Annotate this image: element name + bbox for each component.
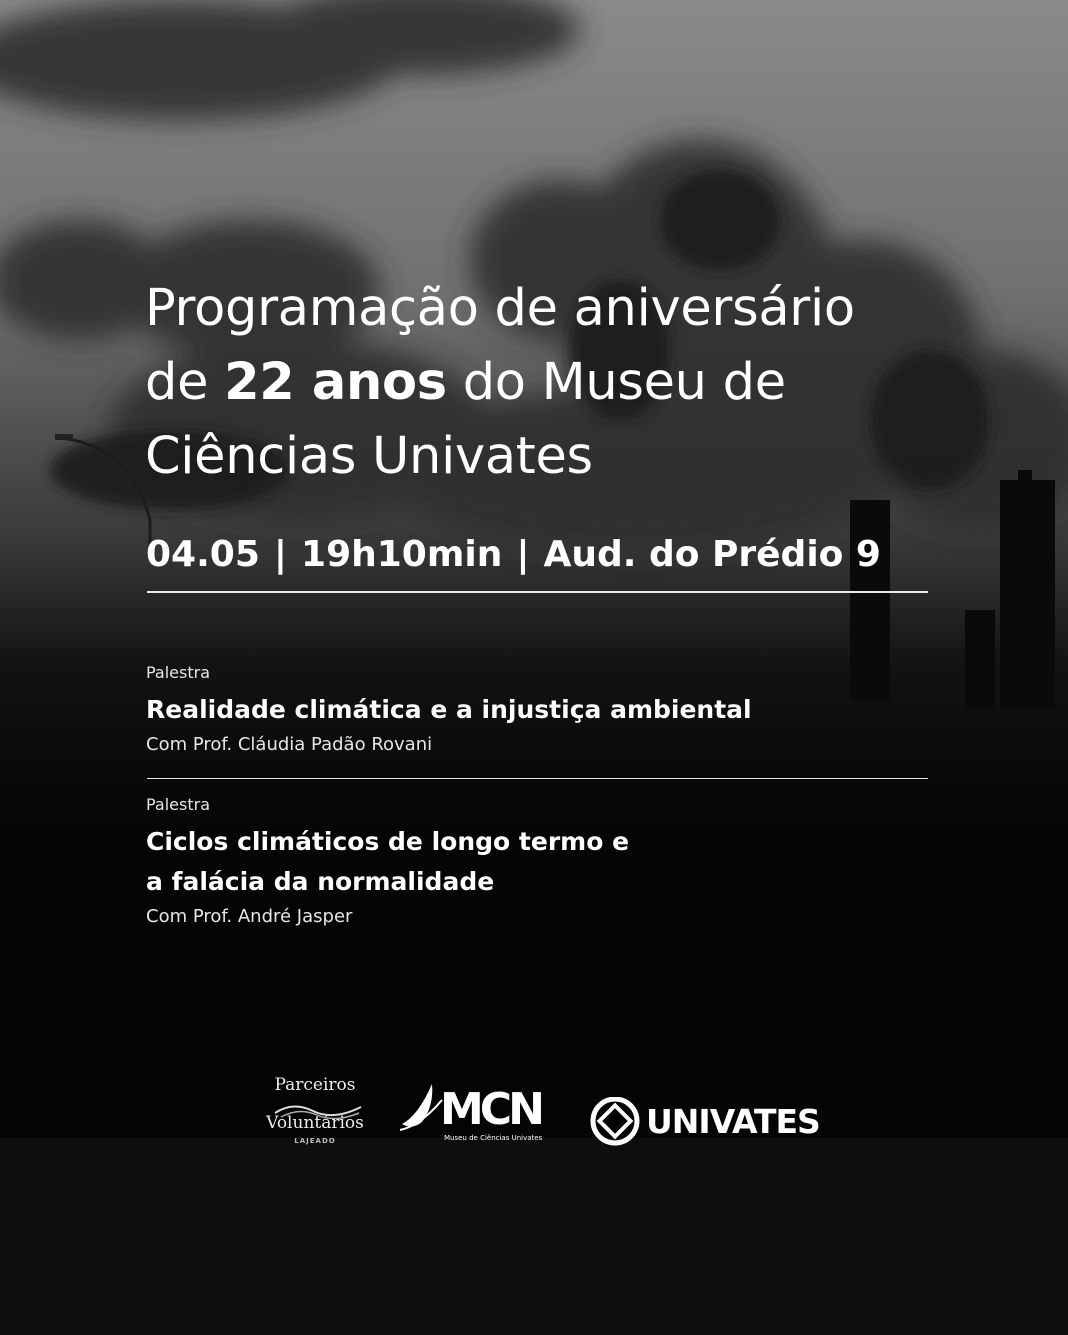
talk-kind: Palestra [146, 795, 211, 814]
logo-text: Voluntários [266, 1113, 364, 1133]
talk-1 [146, 662, 946, 758]
logo-text: LAJEADO [294, 1137, 336, 1145]
talk-kind: Palestra [146, 663, 211, 682]
title-line-3: Ciências Univates [145, 427, 593, 486]
title-line-1: Programação de aniversário [145, 279, 855, 338]
event-time: 19h10min [301, 534, 503, 575]
title-highlight: 22 anos [224, 353, 447, 412]
title-line-2 [145, 346, 965, 420]
talk-title-line: a falácia da normalidade [146, 867, 495, 896]
feather-icon [398, 1080, 446, 1140]
logo-text: Parceiros [274, 1075, 356, 1095]
univates-logo [590, 1097, 820, 1147]
divider [147, 591, 928, 593]
title-line-2-post: do Museu de [446, 353, 786, 412]
univates-emblem-icon [590, 1097, 640, 1147]
parceiros-voluntarios-logo [255, 1075, 375, 1170]
mcn-logo [398, 1078, 558, 1148]
talk-speaker: Com Prof. Cláudia Padão Rovani [146, 734, 433, 755]
event-date: 04.05 [146, 534, 260, 575]
mcn-wordmark: MCN [440, 1084, 541, 1135]
poster-title [145, 272, 965, 494]
event-place: Aud. do Prédio 9 [543, 534, 881, 575]
univates-wordmark: UNIVATES [646, 1102, 820, 1141]
mcn-subtitle: Museu de Ciências Univates [444, 1134, 543, 1142]
talk-title-line: Ciclos climáticos de longo termo e [146, 827, 630, 856]
separator: | [273, 534, 288, 575]
wave-icon [273, 1101, 363, 1119]
talk-speaker: Com Prof. André Jasper [146, 906, 353, 927]
talk-title [146, 822, 946, 902]
title-line-2-pre: de [145, 353, 225, 412]
talk-title: Realidade climática e a injustiça ambiental [146, 695, 752, 724]
event-details [146, 530, 946, 580]
talk-2 [146, 794, 946, 930]
separator: | [516, 534, 530, 575]
divider [147, 778, 928, 779]
